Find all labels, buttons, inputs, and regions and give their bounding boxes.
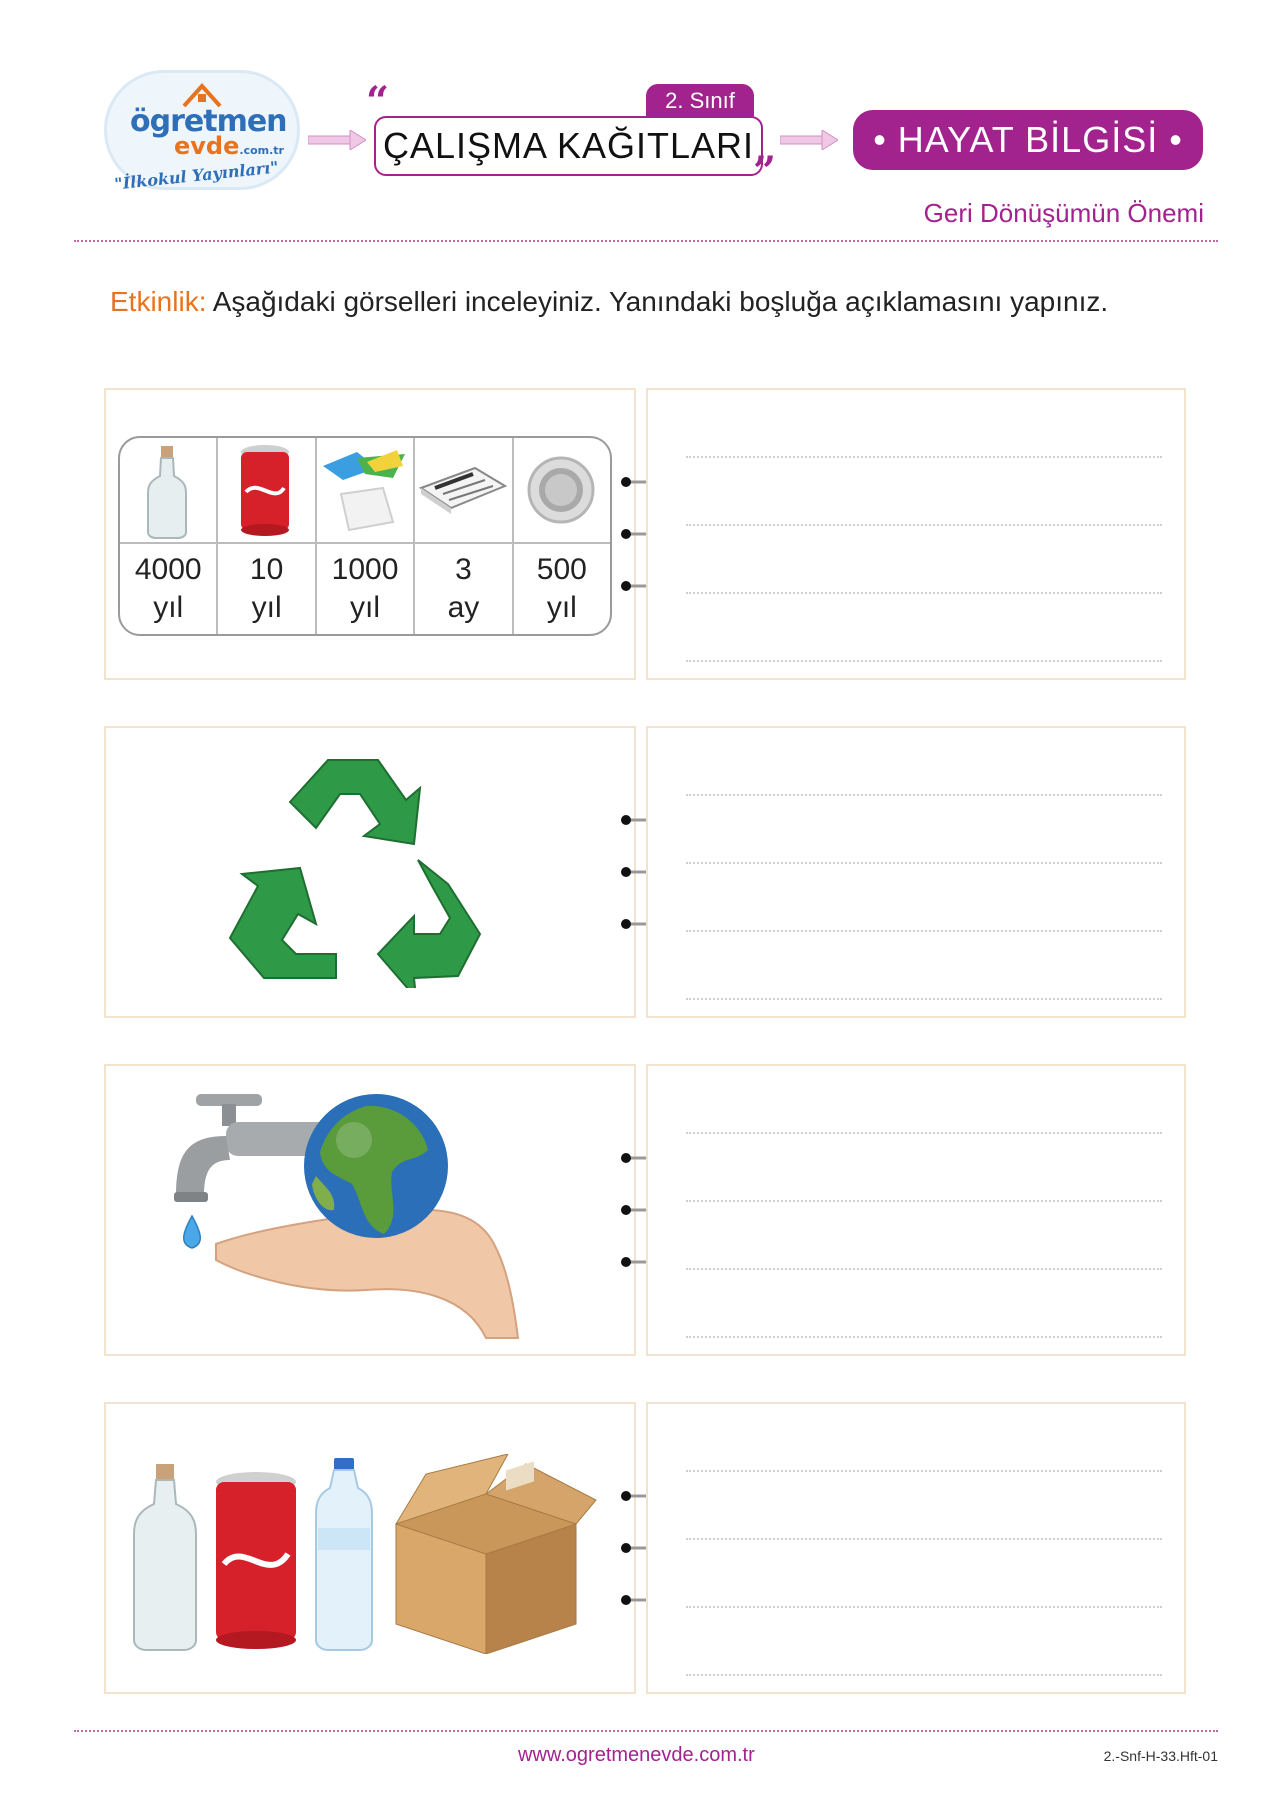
topic-title: Geri Dönüşümün Önemi: [923, 198, 1204, 228]
writing-line[interactable]: [686, 862, 1162, 864]
table-cell-amount: 3: [455, 553, 472, 586]
picture-box: [104, 1064, 636, 1356]
footer-code: 2.-Snf-H-33.Hft-01: [1103, 1748, 1218, 1764]
writing-line[interactable]: [686, 1200, 1162, 1202]
logo-word-evde: evde.com.tr: [174, 132, 284, 160]
table-cell-unit: ay: [447, 591, 480, 624]
writing-line[interactable]: [686, 456, 1162, 458]
soda-can-icon: [218, 438, 312, 542]
water-drop-icon: [184, 1216, 201, 1248]
open-quote-icon: “: [366, 78, 390, 125]
table-column: [120, 438, 216, 634]
picture-box: [104, 726, 636, 1018]
activity-row: [104, 726, 1186, 1022]
writing-line[interactable]: [686, 1674, 1162, 1676]
arrow-right-icon: [780, 130, 838, 150]
arrow-right-icon: [308, 130, 366, 150]
picture-box: [104, 1402, 636, 1694]
answer-box[interactable]: [646, 726, 1186, 1018]
table-column: [315, 438, 413, 634]
logo-word-ogretmen: ögretmen: [130, 104, 287, 139]
footer-divider: [74, 1730, 1218, 1732]
writing-line[interactable]: [686, 1132, 1162, 1134]
table-cell-unit: yıl: [350, 591, 381, 624]
table-cell-unit: yıl: [251, 591, 282, 624]
glass-bottle-icon: [120, 438, 214, 542]
logo-tagline: "İlkokul Yayınları": [113, 157, 280, 194]
instruction-label: Etkinlik:: [110, 286, 207, 317]
publisher-logo: [104, 60, 304, 210]
aluminium-foil-icon: [514, 438, 608, 542]
activity-row: [104, 1064, 1186, 1360]
writing-line[interactable]: [686, 1538, 1162, 1540]
table-column: [413, 438, 511, 634]
activity-row: [104, 388, 1186, 684]
table-cell-unit: yıl: [153, 591, 184, 624]
writing-line[interactable]: [686, 592, 1162, 594]
plastic-bag-icon: [317, 438, 411, 542]
subject-badge: • HAYAT BİLGİSİ •: [853, 110, 1203, 170]
recycle-symbol-icon: [218, 758, 488, 988]
writing-line[interactable]: [686, 1336, 1162, 1338]
writing-line[interactable]: [686, 998, 1162, 1000]
writing-line[interactable]: [686, 1470, 1162, 1472]
soda-can-icon: [216, 1472, 296, 1649]
newspaper-icon: [415, 438, 509, 542]
table-cell-amount: 1000: [331, 553, 399, 586]
writing-line[interactable]: [686, 930, 1162, 932]
table-cell-unit: yıl: [546, 591, 577, 624]
decomposition-table: [118, 436, 612, 636]
table-cell-amount: 4000: [134, 553, 202, 586]
earth-globe-icon: [304, 1094, 448, 1238]
writing-line[interactable]: [686, 660, 1162, 662]
worksheet-title: [366, 78, 776, 195]
grade-badge: 2. Sınıf: [646, 84, 754, 118]
header-divider: [74, 240, 1218, 242]
writing-line[interactable]: [686, 524, 1162, 526]
answer-box[interactable]: [646, 1064, 1186, 1356]
footer-url[interactable]: www.ogretmenevde.com.tr: [518, 1744, 755, 1766]
picture-box: [104, 388, 636, 680]
title-box: [374, 116, 763, 176]
table-column: [216, 438, 314, 634]
instruction-body: Aşağıdaki görselleri inceleyiniz. Yanındaki boşluğa açıklamasını yapınız.: [206, 286, 1109, 317]
answer-box[interactable]: [646, 388, 1186, 680]
instruction-text: [110, 282, 1180, 322]
writing-line[interactable]: [686, 1268, 1162, 1270]
activity-row: [104, 1402, 1186, 1698]
close-quote-icon: ”: [752, 148, 776, 195]
glass-bottle-icon: [134, 1464, 196, 1650]
table-column: [512, 438, 610, 634]
faucet-earth-hand-icon: [166, 1076, 566, 1346]
writing-line[interactable]: [686, 1606, 1162, 1608]
table-cell-amount: 500: [536, 553, 587, 586]
table-cell-amount: 10: [249, 553, 284, 586]
recyclable-items-icon: [126, 1454, 606, 1654]
cardboard-box-icon: [396, 1454, 596, 1654]
plastic-bottle-icon: [316, 1458, 372, 1650]
answer-box[interactable]: [646, 1402, 1186, 1694]
writing-line[interactable]: [686, 794, 1162, 796]
title-text: ÇALIŞMA KAĞITLARI: [382, 125, 755, 166]
